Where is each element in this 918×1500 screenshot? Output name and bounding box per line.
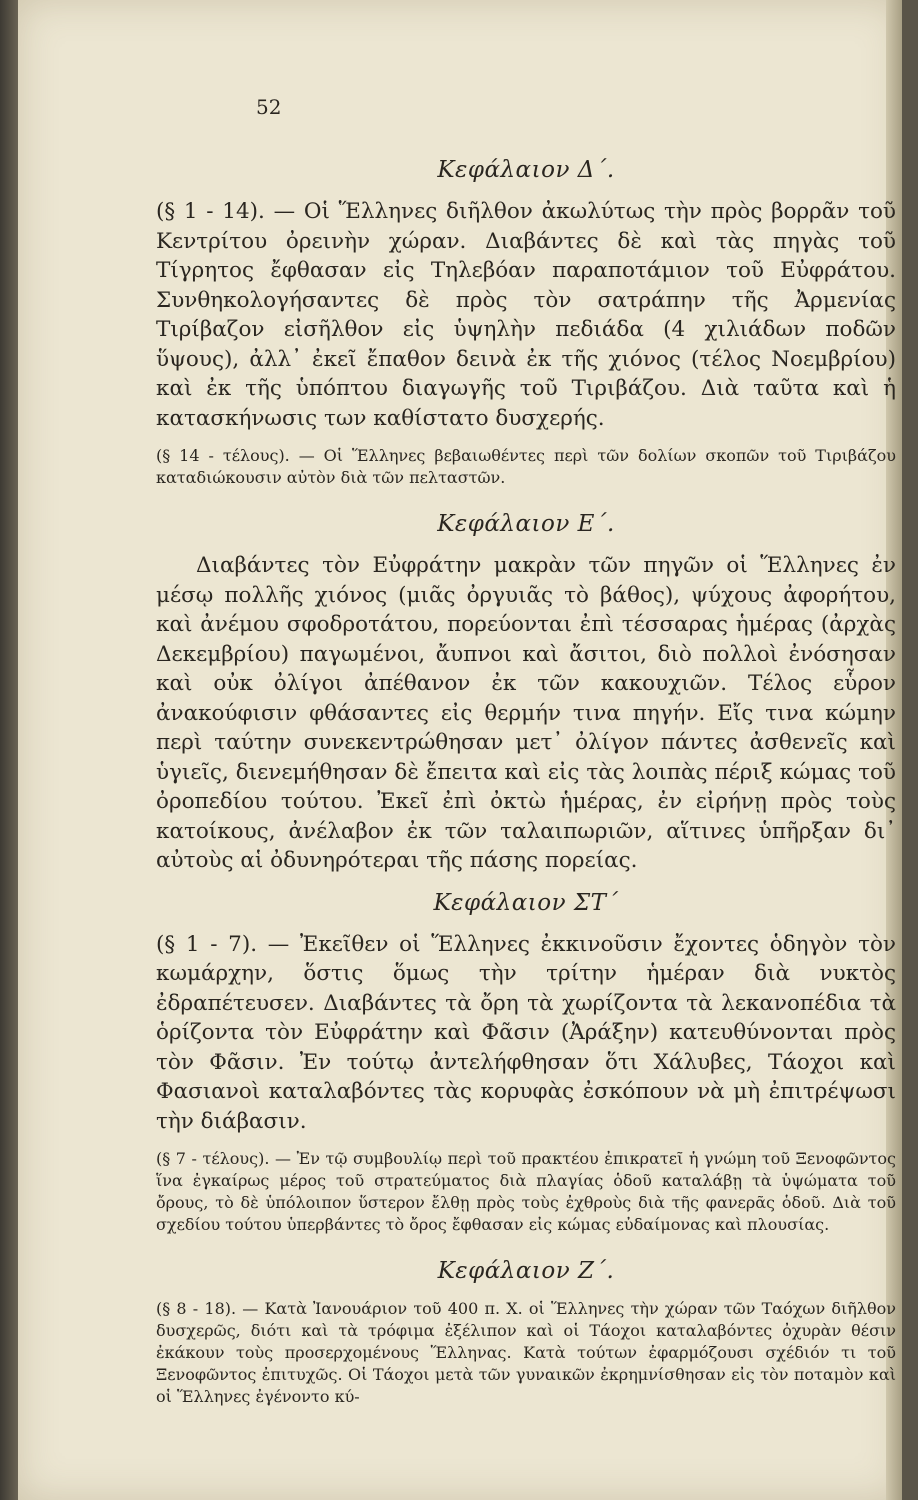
chapter-6 [156, 890, 896, 1237]
page-number: 52 [256, 95, 282, 119]
chapter-summary-note: (§ 7 - τέλους). — Ἐν τῷ συμβουλίῳ περὶ τοῦ πρακτέου ἐπικρατεῖ ἡ γνώμη τοῦ Ξενοφῶντος ἵνα ἐγκαίρως μέρος τοῦ στρατεύματος διὰ πλαγίας ὁδοῦ καταλάβῃ τὰ ὑψώματα τοῦ ὄρους, τὸ δὲ ὑπόλοιπον ὕστερον ἔλθῃ πρὸς τοὺς ἐχθροὺς διὰ τῆς φανερᾶς ὁδοῦ. Διὰ τοῦ σχεδίου τούτου ὑπερβάντες τὸ ὄρος ἔφθασαν εἰς κώμας εὐδαίμονας καὶ πλουσίας. [156, 1149, 896, 1234]
book-page [18, 0, 902, 1500]
chapter-paragraph: (§ 1 - 14). — Οἱ Ἕλληνες διῆλθον ἀκωλύτως τὴν πρὸς βορρᾶν τοῦ Κεντρίτου ὀρεινὴν χώραν. Διαβάντες δὲ καὶ τὰς πηγὰς τοῦ Τίγρητος ἔφθασαν εἰς Τηλεβόαν παραποτάμιον τοῦ Εὐφράτου. Συνθηκολογήσαντες δὲ πρὸς τὸν σατράπην τῆς Ἀρμενίας Τιρίβαζον εἰσῆλθον εἰς ὑψηλὴν πεδιάδα (4 χιλιάδων ποδῶν ὕψους), ἀλλ᾽ ἐκεῖ ἔπαθον δεινὰ ἐκ τῆς χιόνος (τέλος Νοεμβρίου) καὶ ἐκ τῆς ὑπόπτου διαγωγῆς τοῦ Τιριβάζου. Διὰ ταῦτα καὶ ἡ κατασκήνωσις των καθίστατο δυσχερής. [156, 199, 896, 431]
chapter-4 [156, 157, 896, 489]
chapter-7 [156, 1258, 896, 1408]
chapter-heading: Κεφάλαιον Ε΄. [437, 511, 615, 537]
chapter-heading: Κεφάλαιον ΣΤ΄ [433, 889, 619, 916]
page-content [156, 95, 896, 1430]
chapter-paragraph: (§ 1 - 7). — Ἐκεῖθεν οἱ Ἕλληνες ἐκκινοῦσιν ἔχοντες ὁδηγὸν τὸν κωμάρχην, ὅστις ὅμως τὴν τρίτην ἡμέραν διὰ νυκτὸς ἐδραπέτευσεν. Διαβάντες τὰ ὄρη τὰ χωρίζοντα τὰ λεκανοπέδια τὰ ὁρίζοντα τὸν Εὐφράτην καὶ Φᾶσιν (Ἀράξην) κατευθύνονται πρὸς τὸν Φᾶσιν. Ἐν τούτῳ ἀντελήφθησαν ὅτι Χάλυβες, Τάοχοι καὶ Φασιανοὶ καταλαβόντες τὰς κορυφὰς ἐσκόπουν νὰ μὴ ἐπιτρέψωσι τὴν διάβασιν. [156, 931, 896, 1134]
book-gutter [0, 0, 18, 1500]
chapter-summary-note: (§ 8 - 18). — Κατὰ Ἰανουάριον τοῦ 400 π. Χ. οἱ Ἕλληνες τὴν χώραν τῶν Ταόχων διῆλθον δυσχερῶς, διότι καὶ τὰ τρόφιμα ἐξέλιπον καὶ οἱ Τάοχοι καταλαβόντες ὀχυρὰν θέσιν ἐκάκουν τοὺς προσερχομένους Ἕλληνας. Κατὰ τούτων ἐφαρμόζουσι σχέδιόν τι τοῦ Ξενοφῶντος ἐπιτυχῶς. Οἱ Τάοχοι μετὰ τῶν γυναικῶν ἐκρημνίσθησαν εἰς τὸν ποταμὸν καὶ οἱ Ἕλληνες ἐγένοντο κύ- [156, 1299, 896, 1406]
chapter-heading: Κεφάλαιον Δ΄. [437, 157, 615, 183]
chapter-5 [156, 511, 896, 876]
chapter-paragraph: Διαβάντες τὸν Εὐφράτην μακρὰν τῶν πηγῶν οἱ Ἕλληνες ἐν μέσῳ πολλῆς χιόνος (μιᾶς ὀργυιᾶς τὸ βάθος), ψύχους ἀφορήτου, καὶ ἀνέμου σφοδροτάτου, πορεύονται ἐπὶ τέσσαρας ἡμέρας (ἀρχὰς Δεκεμβρίου) παγωμένοι, ἄυπνοι καὶ ἄσιτοι, διὸ πολλοὶ ἐνόσησαν καὶ οὐκ ὀλίγοι ἀπέθανον ἐκ τῶν κακουχιῶν. Τέλος εὗρον ἀνακούφισιν φθάσαντες εἰς θερμήν τινα πηγήν. Εἴς τινα κώμην περὶ ταύτην συνεκεντρώθησαν μετ᾽ ὀλίγον πάντες ἀσθενεῖς καὶ ὑγιεῖς, διενεμήθησαν δὲ ἔπειτα καὶ εἰς τὰς λοιπὰς πέριξ κώμας τοῦ ὀροπεδίου τούτου. Ἐκεῖ ἐπὶ ὀκτὼ ἡμέρας, ἐν εἰρήνῃ πρὸς τοὺς κατοίκους, ἀνέλαβον ἐκ τῶν ταλαιπωριῶν, αἵτινες ὑπῆρξαν δι᾽ αὐτοὺς αἱ ὀδυνηρότεραι τῆς πάσης πορείας. [156, 553, 896, 873]
chapter-heading: Κεφάλαιον Ζ΄. [437, 1258, 615, 1284]
chapter-summary-note: (§ 14 - τέλους). — Οἱ Ἕλληνες βεβαιωθέντες περὶ τῶν δολίων σκοπῶν τοῦ Τιριβάζου καταδιώκουσιν αὐτὸν διὰ τῶν πελταστῶν. [156, 446, 896, 487]
